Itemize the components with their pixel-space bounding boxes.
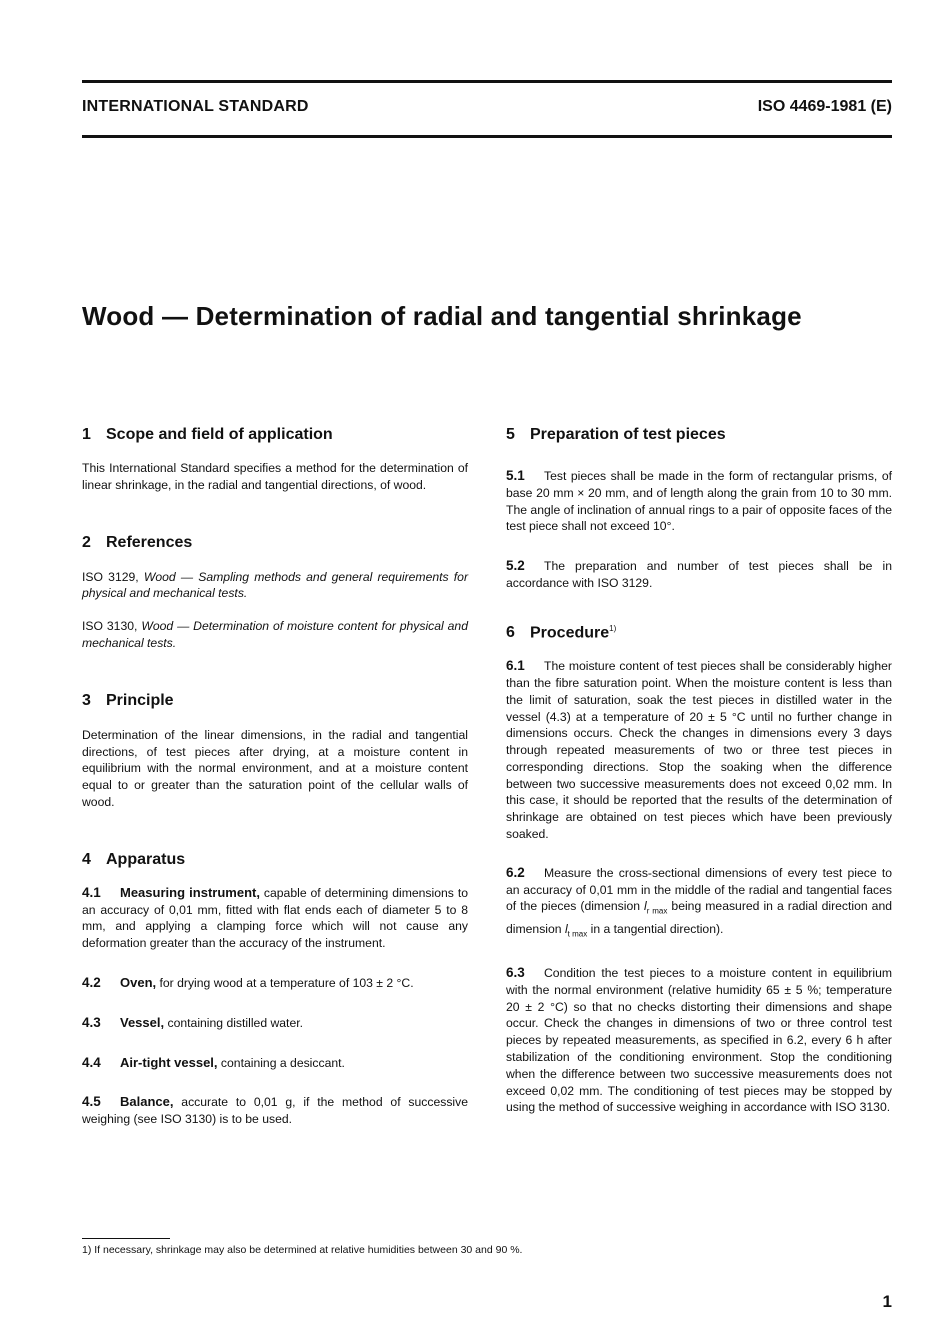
clause-4-3 [82,1015,468,1032]
section-3 [82,692,468,811]
reference-iso-3130 [82,618,468,652]
clause-term: Vessel, [120,1014,165,1030]
section-title: Principle [106,691,174,709]
symbol-l: l [644,899,647,914]
symbol-l: l [564,921,568,936]
section-4 [82,851,468,1128]
clause-number: 4.5 [82,1094,101,1110]
clause-4-1 [82,885,468,952]
reference-title: Wood — Determination of moisture content for physical and mechanical tests. [82,619,468,650]
reference-code: ISO 3130, [82,619,138,634]
clause-4-5 [82,1094,468,1128]
reference-code: ISO 3129, [82,569,139,584]
section-title: Preparation of test pieces [530,426,726,443]
clause-text-part: Measure the cross-sectional dimensions of every test piece to an accuracy of 0,01 mm in the middle of the radial and tangential faces of the pieces (dimension [506,865,892,914]
section-title: Scope and field of application [106,426,333,443]
right-column [506,426,892,1116]
clause-number: 4.3 [82,1014,101,1030]
section-number: 5 [506,426,515,443]
section-5 [506,426,892,592]
clause-number: 5.1 [506,468,525,483]
clause-text: accurate to 0,01 g, if the method of successive weighing (see ISO 3130) is to be used. [82,1095,468,1127]
reference-title: Wood — Sampling methods and general requirements for physical and mechanical tests. [82,569,468,601]
header-document-type: INTERNATIONAL STANDARD [82,98,309,115]
clause-text-part: being measured in a radial direction and dimension [506,899,893,936]
clause-text: for drying wood at a temperature of 103 ± 2 °C. [159,975,414,990]
header-bottom-rule [82,135,892,138]
clause-term: Air-tight vessel, [120,1054,218,1070]
clause-text: The preparation and number of test pieces shall be in accordance with ISO 3129. [506,559,892,590]
section-1 [82,426,468,494]
section-number: 4 [82,850,91,868]
clause-text: Condition the test pieces to a moisture content in equilibrium with the normal environment (relative humidity 65 ± 5 %; temperature 20 ± 2 °C) so that no checks distorting their dimensions and shape occur. Check the changes in dimensions of two or three control test pieces by repeated measurements, as specified in 6.2, every 6 h after stabilization of the conditioning environment. Stop the conditioning when the difference between two successive measurements does not exceed 0,02 mm. The conditioning of test pieces may be stopped by using the method of successive weighing in accordance with ISO 3130. [506,965,892,1115]
section-number: 2 [82,533,91,551]
footnote-marker: 1) [609,623,617,633]
clause-number: 4.2 [82,974,101,990]
clause-number: 6.2 [506,864,525,880]
clause-term: Measuring instrument, [120,884,260,900]
section-1-text: This International Standard specifies a method for the determination of linear shrinkage, in the radial and tangential directions, of wood. [82,461,468,492]
document-title: Wood — Determination of radial and tangential shrinkage [82,301,802,332]
section-5-heading [506,426,892,444]
clause-term: Balance, [120,1094,174,1110]
footnote: 1) If necessary, shrinkage may also be determined at relative humidities between 30 and 90 %. [82,1244,523,1256]
section-2 [82,534,468,652]
header-top-rule [82,80,892,83]
section-2-heading [82,534,468,552]
section-1-heading [82,426,468,444]
header-standard-number: ISO 4469-1981 (E) [757,98,892,115]
section-3-heading [82,692,468,710]
clause-text: containing distilled water. [167,1015,303,1030]
section-4-heading [82,851,468,869]
page-number: 1 [882,1292,892,1311]
clause-number: 4.1 [82,884,101,900]
section-number: 1 [82,426,91,443]
clause-4-2 [82,975,468,992]
section-number: 6 [506,624,515,642]
clause-text: containing a desiccant. [220,1055,345,1070]
section-title: Procedure [530,624,610,642]
clause-term: Oven, [120,974,157,990]
clause-text: Test pieces shall be made in the form of rectangular prisms, of base 20 mm × 20 mm, and of length along the grain from 10 to 30 mm. The angle of inclination of annual rings to a pair of opposite faces of the test piece shall not exceed 10°. [506,469,892,534]
section-6-heading [506,624,892,642]
footnote-rule [82,1238,170,1239]
section-title: Apparatus [106,850,186,868]
clause-text: capable of determining dimensions to an accuracy of 0,01 mm, fitted with flat ends each of diameter 5 to 8 mm, and applying a clamping force which will not cause any deformation greater than the accuracy of the instrument. [82,885,468,951]
clause-text: The moisture content of test pieces shall be considerably higher than the fibre saturation point. When the moisture content is less than the limit of saturation, soak the test pieces in distilled water in the vessel (4.3) at a temperature of 20 ± 5 °C until no further change in dimensions occurs. Check the changes in dimensions every 3 days through repeated measurements of two or three test pieces in corresponding directions. Stop the soaking when the difference between two successive measurements does not exceed 0,02 mm. In this case, it should be reported that the results of the determination of shrinkage are obtained on test pieces which have been previously soaked. [506,659,892,842]
clause-5-1 [506,468,892,535]
clause-6-1 [506,658,892,843]
clause-number: 5.2 [506,558,525,574]
clause-number: 6.3 [506,964,525,980]
clause-4-4 [82,1055,468,1072]
reference-iso-3129 [82,569,468,603]
clause-number: 4.4 [82,1054,101,1070]
section-3-text: Determination of the linear dimensions, in the radial and tangential directions, of test pieces after drying, at a moisture content in equilibrium with the normal environment, and at a moisture content equal to or greater than the saturation point of the cellular walls of wood. [82,727,468,809]
section-title: References [106,533,193,551]
symbol-subscript: t max [567,929,588,939]
clause-5-2 [506,558,892,592]
section-number: 3 [82,691,91,709]
clause-number: 6.1 [506,658,525,674]
left-column [82,426,468,1128]
section-6 [506,624,892,1116]
clause-6-2 [506,865,892,943]
clause-text-part: in a tangential direction). [590,921,724,936]
clause-6-3 [506,965,892,1116]
symbol-subscript: r max [646,906,668,916]
